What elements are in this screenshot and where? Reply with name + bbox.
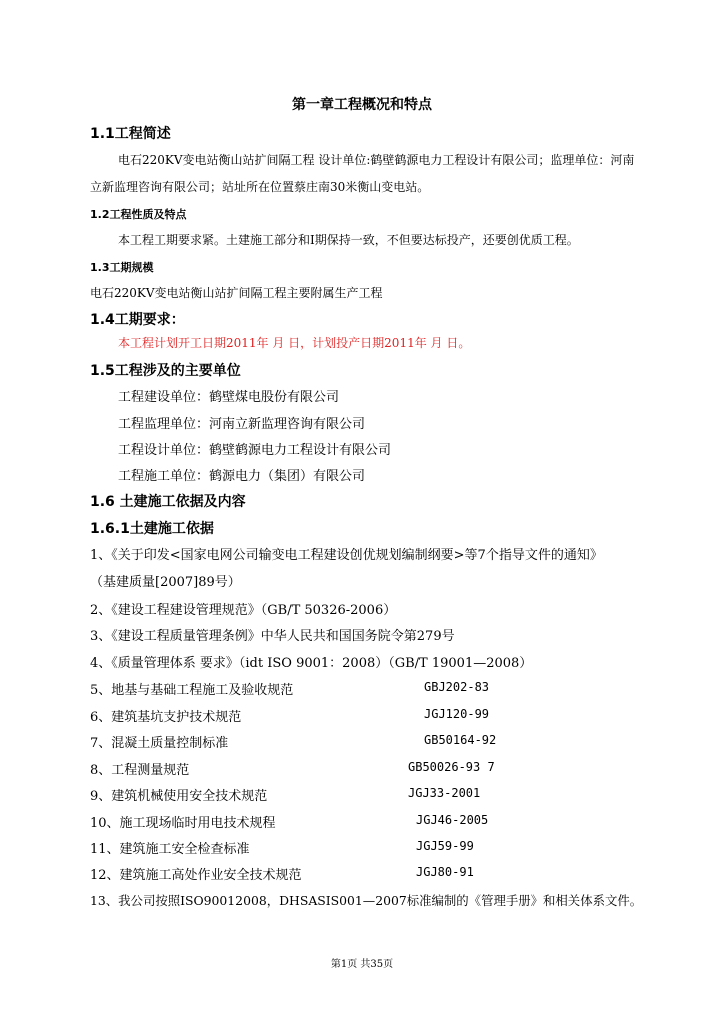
standard-code-9: JGJ33-2001 (408, 786, 481, 800)
heading-1-3: 1.3工期规模 (90, 261, 154, 274)
standard-code-12: JGJ80-91 (416, 865, 474, 879)
page-footer: 第1页 共35页 (330, 959, 394, 970)
standard-item-5: 5、地基与基础工程施工及验收规范 (90, 683, 294, 698)
heading-1-1: 1.1工程简述 (90, 126, 171, 142)
paragraph-1-1-line-1: 电石220KV变电站衡山站扩间隔工程 设计单位:鹤壁鹤源电力工程设计有限公司；监理单位：河南 (118, 153, 635, 167)
standard-item-8: 8、工程测量规范 (90, 763, 190, 778)
paragraph-1-4: 本工程计划开工日期2011年 月 日，计划投产日期2011年 月 日。 (118, 336, 471, 350)
unit-contractor: 工程施工单位：鹤源电力（集团）有限公司 (118, 469, 366, 484)
paragraph-1-2: 本工程工期要求紧。土建施工部分和I期保持一致，不但要达标投产，还要创优质工程。 (118, 233, 579, 247)
reference-item-1: 1、《关于印发<国家电网公司输变电工程建设创优规划编制纲要>等7个指导文件的通知》 (90, 548, 603, 563)
heading-1-6: 1.6 土建施工依据及内容 (90, 494, 246, 510)
unit-construction: 工程建设单位：鹤壁煤电股份有限公司 (118, 390, 340, 405)
heading-1-2: 1.2工程性质及特点 (90, 208, 187, 221)
standard-item-10: 10、施工现场临时用电技术规程 (90, 816, 276, 831)
reference-item-4: 4、《质量管理体系 要求》（idt ISO 9001：2008）（GB/T 19001—2008） (90, 656, 533, 671)
standard-code-10: JGJ46-2005 (416, 813, 489, 827)
paragraph-1-3: 电石220KV变电站衡山站扩间隔工程主要附属生产工程 (90, 286, 383, 300)
standard-item-9: 9、建筑机械使用安全技术规范 (90, 789, 268, 804)
standard-code-6: JGJ120-99 (424, 707, 490, 721)
reference-item-13: 13、我公司按照ISO90012008，DHSASIS001—2007标准编制的《管理手册》和相关体系文件。 (90, 893, 643, 908)
paragraph-1-1-line-2: 立新监理咨询有限公司；站址所在位置蔡庄南30米衡山变电站。 (90, 180, 430, 194)
unit-design: 工程设计单位：鹤壁鹤源电力工程设计有限公司 (118, 443, 392, 458)
standard-code-5: GBJ202-83 (424, 680, 490, 694)
standard-item-11: 11、建筑施工安全检查标准 (90, 842, 250, 857)
heading-1-6-1: 1.6.1土建施工依据 (90, 521, 214, 537)
standard-item-12: 12、建筑施工高处作业安全技术规范 (90, 868, 302, 883)
reference-item-2: 2、《建设工程建设管理规范》（GB/T 50326-2006） (90, 603, 397, 618)
reference-item-1-cont: （基建质量[2007]89号） (90, 575, 241, 590)
heading-1-4: 1.4工期要求： (90, 312, 185, 328)
standard-item-7: 7、混凝土质量控制标准 (90, 736, 229, 751)
standard-item-6: 6、建筑基坑支护技术规范 (90, 710, 242, 725)
unit-supervision: 工程监理单位：河南立新监理咨询有限公司 (118, 417, 366, 432)
reference-item-3: 3、《建设工程质量管理条例》中华人民共和国国务院令第279号 (90, 629, 455, 644)
standard-code-7: GB50164-92 (424, 733, 497, 747)
standard-code-11: JGJ59-99 (416, 839, 474, 853)
standard-code-8: GB50026-93 7 (408, 760, 495, 774)
heading-1-5: 1.5工程涉及的主要单位 (90, 363, 241, 379)
chapter-title: 第一章工程概况和特点 (292, 97, 432, 113)
